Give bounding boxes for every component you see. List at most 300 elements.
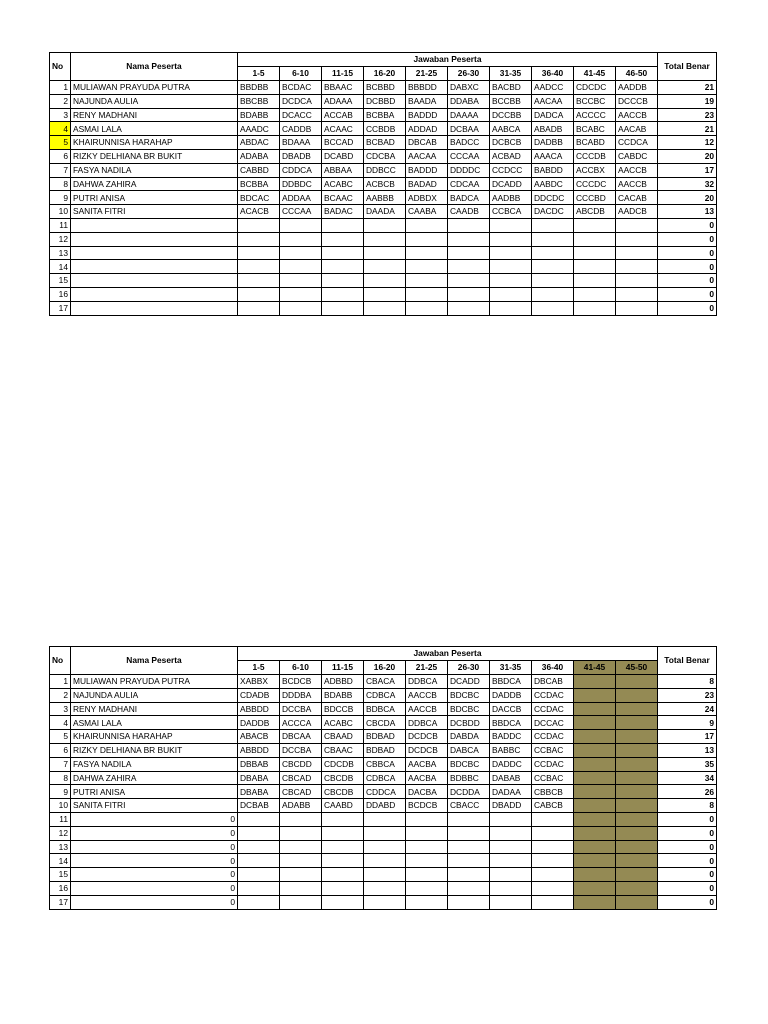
- row-number[interactable]: 14: [50, 854, 71, 868]
- answer-cell[interactable]: [238, 260, 280, 274]
- answer-cell[interactable]: BDCBC: [448, 757, 490, 771]
- answer-cell[interactable]: DCDCB: [406, 743, 448, 757]
- answer-cell[interactable]: [532, 895, 574, 909]
- answer-cell[interactable]: [238, 840, 280, 854]
- answer-cell[interactable]: [532, 826, 574, 840]
- total-correct[interactable]: 13: [658, 743, 717, 757]
- answer-cell[interactable]: DDBCA: [406, 675, 448, 689]
- answer-cell[interactable]: DACDC: [532, 205, 574, 219]
- answer-cell[interactable]: CBAAD: [322, 730, 364, 744]
- answer-cell[interactable]: [322, 232, 364, 246]
- answer-cell[interactable]: [616, 246, 658, 260]
- answer-cell[interactable]: BBDCA: [490, 675, 532, 689]
- answer-cell[interactable]: CCCDC: [574, 177, 616, 191]
- answer-cell[interactable]: [280, 232, 322, 246]
- answer-cell[interactable]: CCDAC: [532, 757, 574, 771]
- answer-cell[interactable]: [616, 688, 658, 702]
- row-number[interactable]: 15: [50, 868, 71, 882]
- answer-cell[interactable]: DABDA: [448, 730, 490, 744]
- answer-cell[interactable]: CDDCA: [280, 163, 322, 177]
- answer-cell[interactable]: [574, 218, 616, 232]
- total-correct[interactable]: 0: [658, 881, 717, 895]
- answer-cell[interactable]: BADCC: [448, 136, 490, 150]
- answer-cell[interactable]: [532, 232, 574, 246]
- total-correct[interactable]: 0: [658, 840, 717, 854]
- answer-cell[interactable]: [532, 274, 574, 288]
- total-correct[interactable]: 0: [658, 826, 717, 840]
- answer-cell[interactable]: [364, 812, 406, 826]
- answer-cell[interactable]: [616, 730, 658, 744]
- answer-cell[interactable]: AACCB: [616, 163, 658, 177]
- answer-cell[interactable]: BDBBC: [448, 771, 490, 785]
- answer-cell[interactable]: [490, 232, 532, 246]
- answer-cell[interactable]: [490, 812, 532, 826]
- answer-cell[interactable]: [406, 218, 448, 232]
- answer-cell[interactable]: CBBCA: [364, 757, 406, 771]
- answer-cell[interactable]: ABBDD: [238, 702, 280, 716]
- answer-cell[interactable]: [364, 895, 406, 909]
- answer-cell[interactable]: [238, 812, 280, 826]
- answer-cell[interactable]: DBADB: [280, 149, 322, 163]
- answer-cell[interactable]: DCACC: [280, 108, 322, 122]
- answer-cell[interactable]: ACBCB: [364, 177, 406, 191]
- answer-cell[interactable]: DCCBA: [280, 743, 322, 757]
- answer-cell[interactable]: DDBCC: [364, 163, 406, 177]
- answer-cell[interactable]: CBCDD: [280, 757, 322, 771]
- answer-cell[interactable]: CBACC: [448, 799, 490, 813]
- answer-cell[interactable]: [322, 287, 364, 301]
- answer-cell[interactable]: [238, 301, 280, 315]
- answer-cell[interactable]: [322, 218, 364, 232]
- answer-cell[interactable]: [364, 287, 406, 301]
- answer-cell[interactable]: DBABA: [238, 785, 280, 799]
- row-number[interactable]: 14: [50, 260, 71, 274]
- answer-cell[interactable]: BADCA: [448, 191, 490, 205]
- answer-cell[interactable]: BCDCB: [280, 675, 322, 689]
- answer-cell[interactable]: [490, 840, 532, 854]
- answer-cell[interactable]: [448, 218, 490, 232]
- answer-cell[interactable]: [280, 868, 322, 882]
- row-number[interactable]: 11: [50, 812, 71, 826]
- answer-cell[interactable]: BBDCA: [490, 716, 532, 730]
- total-correct[interactable]: 23: [658, 688, 717, 702]
- answer-cell[interactable]: [238, 895, 280, 909]
- answer-cell[interactable]: [616, 702, 658, 716]
- answer-cell[interactable]: [448, 840, 490, 854]
- answer-cell[interactable]: [448, 826, 490, 840]
- answer-cell[interactable]: [574, 301, 616, 315]
- answer-cell[interactable]: CCCAA: [280, 205, 322, 219]
- participant-name[interactable]: 0: [71, 854, 238, 868]
- answer-cell[interactable]: [616, 287, 658, 301]
- answer-cell[interactable]: DCABD: [322, 149, 364, 163]
- answer-cell[interactable]: ABBDD: [238, 743, 280, 757]
- row-number[interactable]: 5: [50, 730, 71, 744]
- row-number[interactable]: 6: [50, 743, 71, 757]
- answer-cell[interactable]: [448, 246, 490, 260]
- answer-cell[interactable]: [574, 757, 616, 771]
- participant-name[interactable]: DAHWA ZAHIRA: [71, 771, 238, 785]
- answer-cell[interactable]: [280, 854, 322, 868]
- answer-cell[interactable]: [406, 232, 448, 246]
- answer-cell[interactable]: [238, 881, 280, 895]
- answer-cell[interactable]: [364, 274, 406, 288]
- row-number[interactable]: 4: [50, 122, 71, 136]
- answer-cell[interactable]: [532, 854, 574, 868]
- answer-cell[interactable]: [574, 840, 616, 854]
- row-number[interactable]: 4: [50, 716, 71, 730]
- answer-cell[interactable]: [616, 260, 658, 274]
- answer-cell[interactable]: [238, 232, 280, 246]
- answer-cell[interactable]: [616, 218, 658, 232]
- answer-cell[interactable]: [280, 274, 322, 288]
- row-number[interactable]: 11: [50, 218, 71, 232]
- answer-cell[interactable]: AACAA: [406, 149, 448, 163]
- row-number[interactable]: 7: [50, 163, 71, 177]
- answer-cell[interactable]: DDABD: [364, 799, 406, 813]
- answer-cell[interactable]: [532, 260, 574, 274]
- answer-cell[interactable]: [616, 826, 658, 840]
- answer-cell[interactable]: [574, 743, 616, 757]
- answer-cell[interactable]: DADAA: [490, 785, 532, 799]
- answer-cell[interactable]: [616, 812, 658, 826]
- total-correct[interactable]: 19: [658, 94, 717, 108]
- answer-cell[interactable]: DDCDC: [532, 191, 574, 205]
- answer-cell[interactable]: [532, 868, 574, 882]
- row-number[interactable]: 7: [50, 757, 71, 771]
- answer-cell[interactable]: BDBAD: [364, 743, 406, 757]
- row-number[interactable]: 17: [50, 895, 71, 909]
- answer-cell[interactable]: [574, 260, 616, 274]
- answer-cell[interactable]: CBACA: [364, 675, 406, 689]
- answer-cell[interactable]: [490, 895, 532, 909]
- total-correct[interactable]: 26: [658, 785, 717, 799]
- participant-name[interactable]: NAJUNDA AULIA: [71, 688, 238, 702]
- answer-cell[interactable]: DBCAB: [406, 136, 448, 150]
- answer-cell[interactable]: ACACB: [238, 205, 280, 219]
- answer-cell[interactable]: [406, 287, 448, 301]
- answer-cell[interactable]: [448, 260, 490, 274]
- participant-name[interactable]: MULIAWAN PRAYUDA PUTRA: [71, 81, 238, 95]
- answer-cell[interactable]: AACAA: [532, 94, 574, 108]
- answer-cell[interactable]: CDCBA: [364, 149, 406, 163]
- answer-cell[interactable]: ACBAD: [490, 149, 532, 163]
- answer-cell[interactable]: AACAB: [616, 122, 658, 136]
- answer-cell[interactable]: [574, 799, 616, 813]
- total-correct[interactable]: 9: [658, 716, 717, 730]
- answer-cell[interactable]: [280, 812, 322, 826]
- participant-name[interactable]: RENY MADHANI: [71, 108, 238, 122]
- answer-cell[interactable]: [490, 301, 532, 315]
- answer-cell[interactable]: DCCCB: [616, 94, 658, 108]
- answer-cell[interactable]: CBCDB: [322, 785, 364, 799]
- answer-cell[interactable]: [322, 840, 364, 854]
- answer-cell[interactable]: [616, 716, 658, 730]
- answer-cell[interactable]: DADCA: [532, 108, 574, 122]
- answer-cell[interactable]: [532, 218, 574, 232]
- answer-cell[interactable]: CDBCA: [364, 688, 406, 702]
- answer-cell[interactable]: BACBD: [490, 81, 532, 95]
- row-number[interactable]: 1: [50, 675, 71, 689]
- answer-cell[interactable]: BDBAD: [364, 730, 406, 744]
- answer-cell[interactable]: [448, 274, 490, 288]
- answer-cell[interactable]: [280, 287, 322, 301]
- row-number[interactable]: 10: [50, 799, 71, 813]
- row-number[interactable]: 13: [50, 246, 71, 260]
- answer-cell[interactable]: AAADC: [238, 122, 280, 136]
- total-correct[interactable]: 0: [658, 260, 717, 274]
- answer-cell[interactable]: CAADB: [448, 205, 490, 219]
- total-correct[interactable]: 0: [658, 301, 717, 315]
- answer-cell[interactable]: [448, 881, 490, 895]
- answer-cell[interactable]: AACCB: [616, 177, 658, 191]
- row-number[interactable]: 2: [50, 688, 71, 702]
- answer-cell[interactable]: DCCAC: [532, 716, 574, 730]
- answer-cell[interactable]: [280, 881, 322, 895]
- answer-cell[interactable]: BBDBB: [238, 81, 280, 95]
- answer-cell[interactable]: [574, 688, 616, 702]
- answer-cell[interactable]: ACCCC: [574, 108, 616, 122]
- answer-cell[interactable]: [616, 840, 658, 854]
- answer-cell[interactable]: [406, 812, 448, 826]
- total-correct[interactable]: 12: [658, 136, 717, 150]
- answer-cell[interactable]: [280, 218, 322, 232]
- answer-cell[interactable]: CDCAA: [448, 177, 490, 191]
- answer-cell[interactable]: BCCBB: [490, 94, 532, 108]
- answer-cell[interactable]: [574, 868, 616, 882]
- answer-cell[interactable]: [574, 895, 616, 909]
- answer-cell[interactable]: CBCDA: [364, 716, 406, 730]
- answer-cell[interactable]: [532, 881, 574, 895]
- participant-name[interactable]: 0: [71, 895, 238, 909]
- answer-cell[interactable]: DBADD: [490, 799, 532, 813]
- total-correct[interactable]: 8: [658, 799, 717, 813]
- answer-cell[interactable]: ADBDX: [406, 191, 448, 205]
- answer-cell[interactable]: [406, 274, 448, 288]
- answer-cell[interactable]: [574, 730, 616, 744]
- answer-cell[interactable]: AADCB: [616, 205, 658, 219]
- answer-cell[interactable]: CCBAC: [532, 743, 574, 757]
- answer-cell[interactable]: DCBAB: [238, 799, 280, 813]
- answer-cell[interactable]: [280, 301, 322, 315]
- answer-cell[interactable]: CDDCA: [364, 785, 406, 799]
- answer-cell[interactable]: DDDBA: [280, 688, 322, 702]
- answer-cell[interactable]: DDABA: [448, 94, 490, 108]
- answer-cell[interactable]: CACAB: [616, 191, 658, 205]
- answer-cell[interactable]: DBBAB: [238, 757, 280, 771]
- answer-cell[interactable]: ADBBD: [322, 675, 364, 689]
- answer-cell[interactable]: [364, 868, 406, 882]
- participant-name[interactable]: ASMAI LALA: [71, 122, 238, 136]
- answer-cell[interactable]: [280, 826, 322, 840]
- answer-cell[interactable]: AADBB: [490, 191, 532, 205]
- answer-cell[interactable]: [574, 826, 616, 840]
- answer-cell[interactable]: CBCAD: [280, 771, 322, 785]
- answer-cell[interactable]: CAABA: [406, 205, 448, 219]
- answer-cell[interactable]: [574, 812, 616, 826]
- row-number[interactable]: 16: [50, 287, 71, 301]
- participant-name[interactable]: SANITA FITRI: [71, 799, 238, 813]
- total-correct[interactable]: 24: [658, 702, 717, 716]
- total-correct[interactable]: 20: [658, 191, 717, 205]
- answer-cell[interactable]: [574, 771, 616, 785]
- answer-cell[interactable]: [616, 743, 658, 757]
- answer-cell[interactable]: CABBD: [238, 163, 280, 177]
- answer-cell[interactable]: [490, 868, 532, 882]
- answer-cell[interactable]: ABCDB: [574, 205, 616, 219]
- row-number[interactable]: 3: [50, 108, 71, 122]
- answer-cell[interactable]: DCBDD: [448, 716, 490, 730]
- participant-name[interactable]: RIZKY DELHIANA BR BUKIT: [71, 149, 238, 163]
- total-correct[interactable]: 0: [658, 854, 717, 868]
- answer-cell[interactable]: [574, 702, 616, 716]
- row-number[interactable]: 10: [50, 205, 71, 219]
- answer-cell[interactable]: CCBDB: [364, 122, 406, 136]
- answer-cell[interactable]: [322, 812, 364, 826]
- row-number[interactable]: 17: [50, 301, 71, 315]
- answer-cell[interactable]: [616, 675, 658, 689]
- answer-cell[interactable]: CCDAC: [532, 688, 574, 702]
- answer-cell[interactable]: [616, 771, 658, 785]
- answer-cell[interactable]: BCBAD: [364, 136, 406, 150]
- answer-cell[interactable]: [490, 218, 532, 232]
- answer-cell[interactable]: [532, 840, 574, 854]
- answer-cell[interactable]: [574, 881, 616, 895]
- row-number[interactable]: 8: [50, 771, 71, 785]
- answer-cell[interactable]: BCDAC: [280, 81, 322, 95]
- answer-cell[interactable]: [406, 840, 448, 854]
- answer-cell[interactable]: [406, 301, 448, 315]
- answer-cell[interactable]: DABCA: [448, 743, 490, 757]
- answer-cell[interactable]: [448, 301, 490, 315]
- answer-cell[interactable]: [532, 287, 574, 301]
- answer-cell[interactable]: DCDCB: [406, 730, 448, 744]
- answer-cell[interactable]: AACBA: [406, 757, 448, 771]
- answer-cell[interactable]: ABACB: [238, 730, 280, 744]
- answer-cell[interactable]: [364, 232, 406, 246]
- answer-cell[interactable]: CABDC: [616, 149, 658, 163]
- answer-cell[interactable]: AAACA: [532, 149, 574, 163]
- answer-cell[interactable]: CBBCB: [532, 785, 574, 799]
- answer-cell[interactable]: DBCAA: [280, 730, 322, 744]
- answer-cell[interactable]: [448, 895, 490, 909]
- answer-cell[interactable]: [532, 246, 574, 260]
- answer-cell[interactable]: BCCAD: [322, 136, 364, 150]
- row-number[interactable]: 1: [50, 81, 71, 95]
- answer-cell[interactable]: ADABB: [280, 799, 322, 813]
- row-number[interactable]: 6: [50, 149, 71, 163]
- answer-cell[interactable]: [448, 812, 490, 826]
- total-correct[interactable]: 0: [658, 232, 717, 246]
- answer-cell[interactable]: ACCCA: [280, 716, 322, 730]
- row-number[interactable]: 12: [50, 232, 71, 246]
- answer-cell[interactable]: DAAAA: [448, 108, 490, 122]
- answer-cell[interactable]: [238, 854, 280, 868]
- answer-cell[interactable]: ABBAA: [322, 163, 364, 177]
- answer-cell[interactable]: CDADB: [238, 688, 280, 702]
- answer-cell[interactable]: BCBBD: [364, 81, 406, 95]
- answer-cell[interactable]: AACCB: [406, 702, 448, 716]
- participant-name[interactable]: NAJUNDA AULIA: [71, 94, 238, 108]
- row-number[interactable]: 15: [50, 274, 71, 288]
- answer-cell[interactable]: ACCBX: [574, 163, 616, 177]
- answer-cell[interactable]: [322, 854, 364, 868]
- answer-cell[interactable]: [616, 301, 658, 315]
- total-correct[interactable]: 32: [658, 177, 717, 191]
- answer-cell[interactable]: [616, 232, 658, 246]
- total-correct[interactable]: 0: [658, 812, 717, 826]
- answer-cell[interactable]: [322, 895, 364, 909]
- total-correct[interactable]: 34: [658, 771, 717, 785]
- answer-cell[interactable]: [574, 274, 616, 288]
- row-number[interactable]: 13: [50, 840, 71, 854]
- answer-cell[interactable]: [490, 274, 532, 288]
- answer-cell[interactable]: DDDDC: [448, 163, 490, 177]
- total-correct[interactable]: 17: [658, 163, 717, 177]
- total-correct[interactable]: 0: [658, 246, 717, 260]
- answer-cell[interactable]: DAADA: [364, 205, 406, 219]
- answer-cell[interactable]: CBCAD: [280, 785, 322, 799]
- answer-cell[interactable]: [574, 287, 616, 301]
- answer-cell[interactable]: [238, 287, 280, 301]
- answer-cell[interactable]: DACBA: [406, 785, 448, 799]
- answer-cell[interactable]: [616, 854, 658, 868]
- answer-cell[interactable]: ABADB: [532, 122, 574, 136]
- answer-cell[interactable]: AADCC: [532, 81, 574, 95]
- answer-cell[interactable]: [406, 868, 448, 882]
- answer-cell[interactable]: [616, 757, 658, 771]
- answer-cell[interactable]: [616, 868, 658, 882]
- row-number[interactable]: 5: [50, 136, 71, 150]
- total-correct[interactable]: 13: [658, 205, 717, 219]
- answer-cell[interactable]: CDBCA: [364, 771, 406, 785]
- answer-cell[interactable]: CCDAC: [532, 730, 574, 744]
- participant-name[interactable]: 0: [71, 812, 238, 826]
- answer-cell[interactable]: [490, 246, 532, 260]
- answer-cell[interactable]: AABBB: [364, 191, 406, 205]
- answer-cell[interactable]: BADAD: [406, 177, 448, 191]
- row-number[interactable]: 9: [50, 191, 71, 205]
- answer-cell[interactable]: [238, 826, 280, 840]
- answer-cell[interactable]: CCCAA: [448, 149, 490, 163]
- answer-cell[interactable]: BDCBC: [448, 702, 490, 716]
- participant-name[interactable]: RENY MADHANI: [71, 702, 238, 716]
- answer-cell[interactable]: CDCDC: [574, 81, 616, 95]
- participant-name[interactable]: 0: [71, 840, 238, 854]
- answer-cell[interactable]: [616, 274, 658, 288]
- answer-cell[interactable]: CADDB: [280, 122, 322, 136]
- answer-cell[interactable]: DACCB: [490, 702, 532, 716]
- answer-cell[interactable]: [490, 881, 532, 895]
- answer-cell[interactable]: [616, 785, 658, 799]
- participant-name[interactable]: [71, 232, 238, 246]
- row-number[interactable]: 3: [50, 702, 71, 716]
- answer-cell[interactable]: BAADA: [406, 94, 448, 108]
- answer-cell[interactable]: DABXC: [448, 81, 490, 95]
- answer-cell[interactable]: BABBC: [490, 743, 532, 757]
- answer-cell[interactable]: [448, 868, 490, 882]
- answer-cell[interactable]: AABCA: [490, 122, 532, 136]
- answer-cell[interactable]: BBBDD: [406, 81, 448, 95]
- total-correct[interactable]: 0: [658, 218, 717, 232]
- answer-cell[interactable]: [280, 895, 322, 909]
- answer-cell[interactable]: [238, 218, 280, 232]
- answer-cell[interactable]: ADABA: [238, 149, 280, 163]
- answer-cell[interactable]: [364, 826, 406, 840]
- answer-cell[interactable]: [406, 246, 448, 260]
- answer-cell[interactable]: CCBCA: [490, 205, 532, 219]
- answer-cell[interactable]: BDCAC: [238, 191, 280, 205]
